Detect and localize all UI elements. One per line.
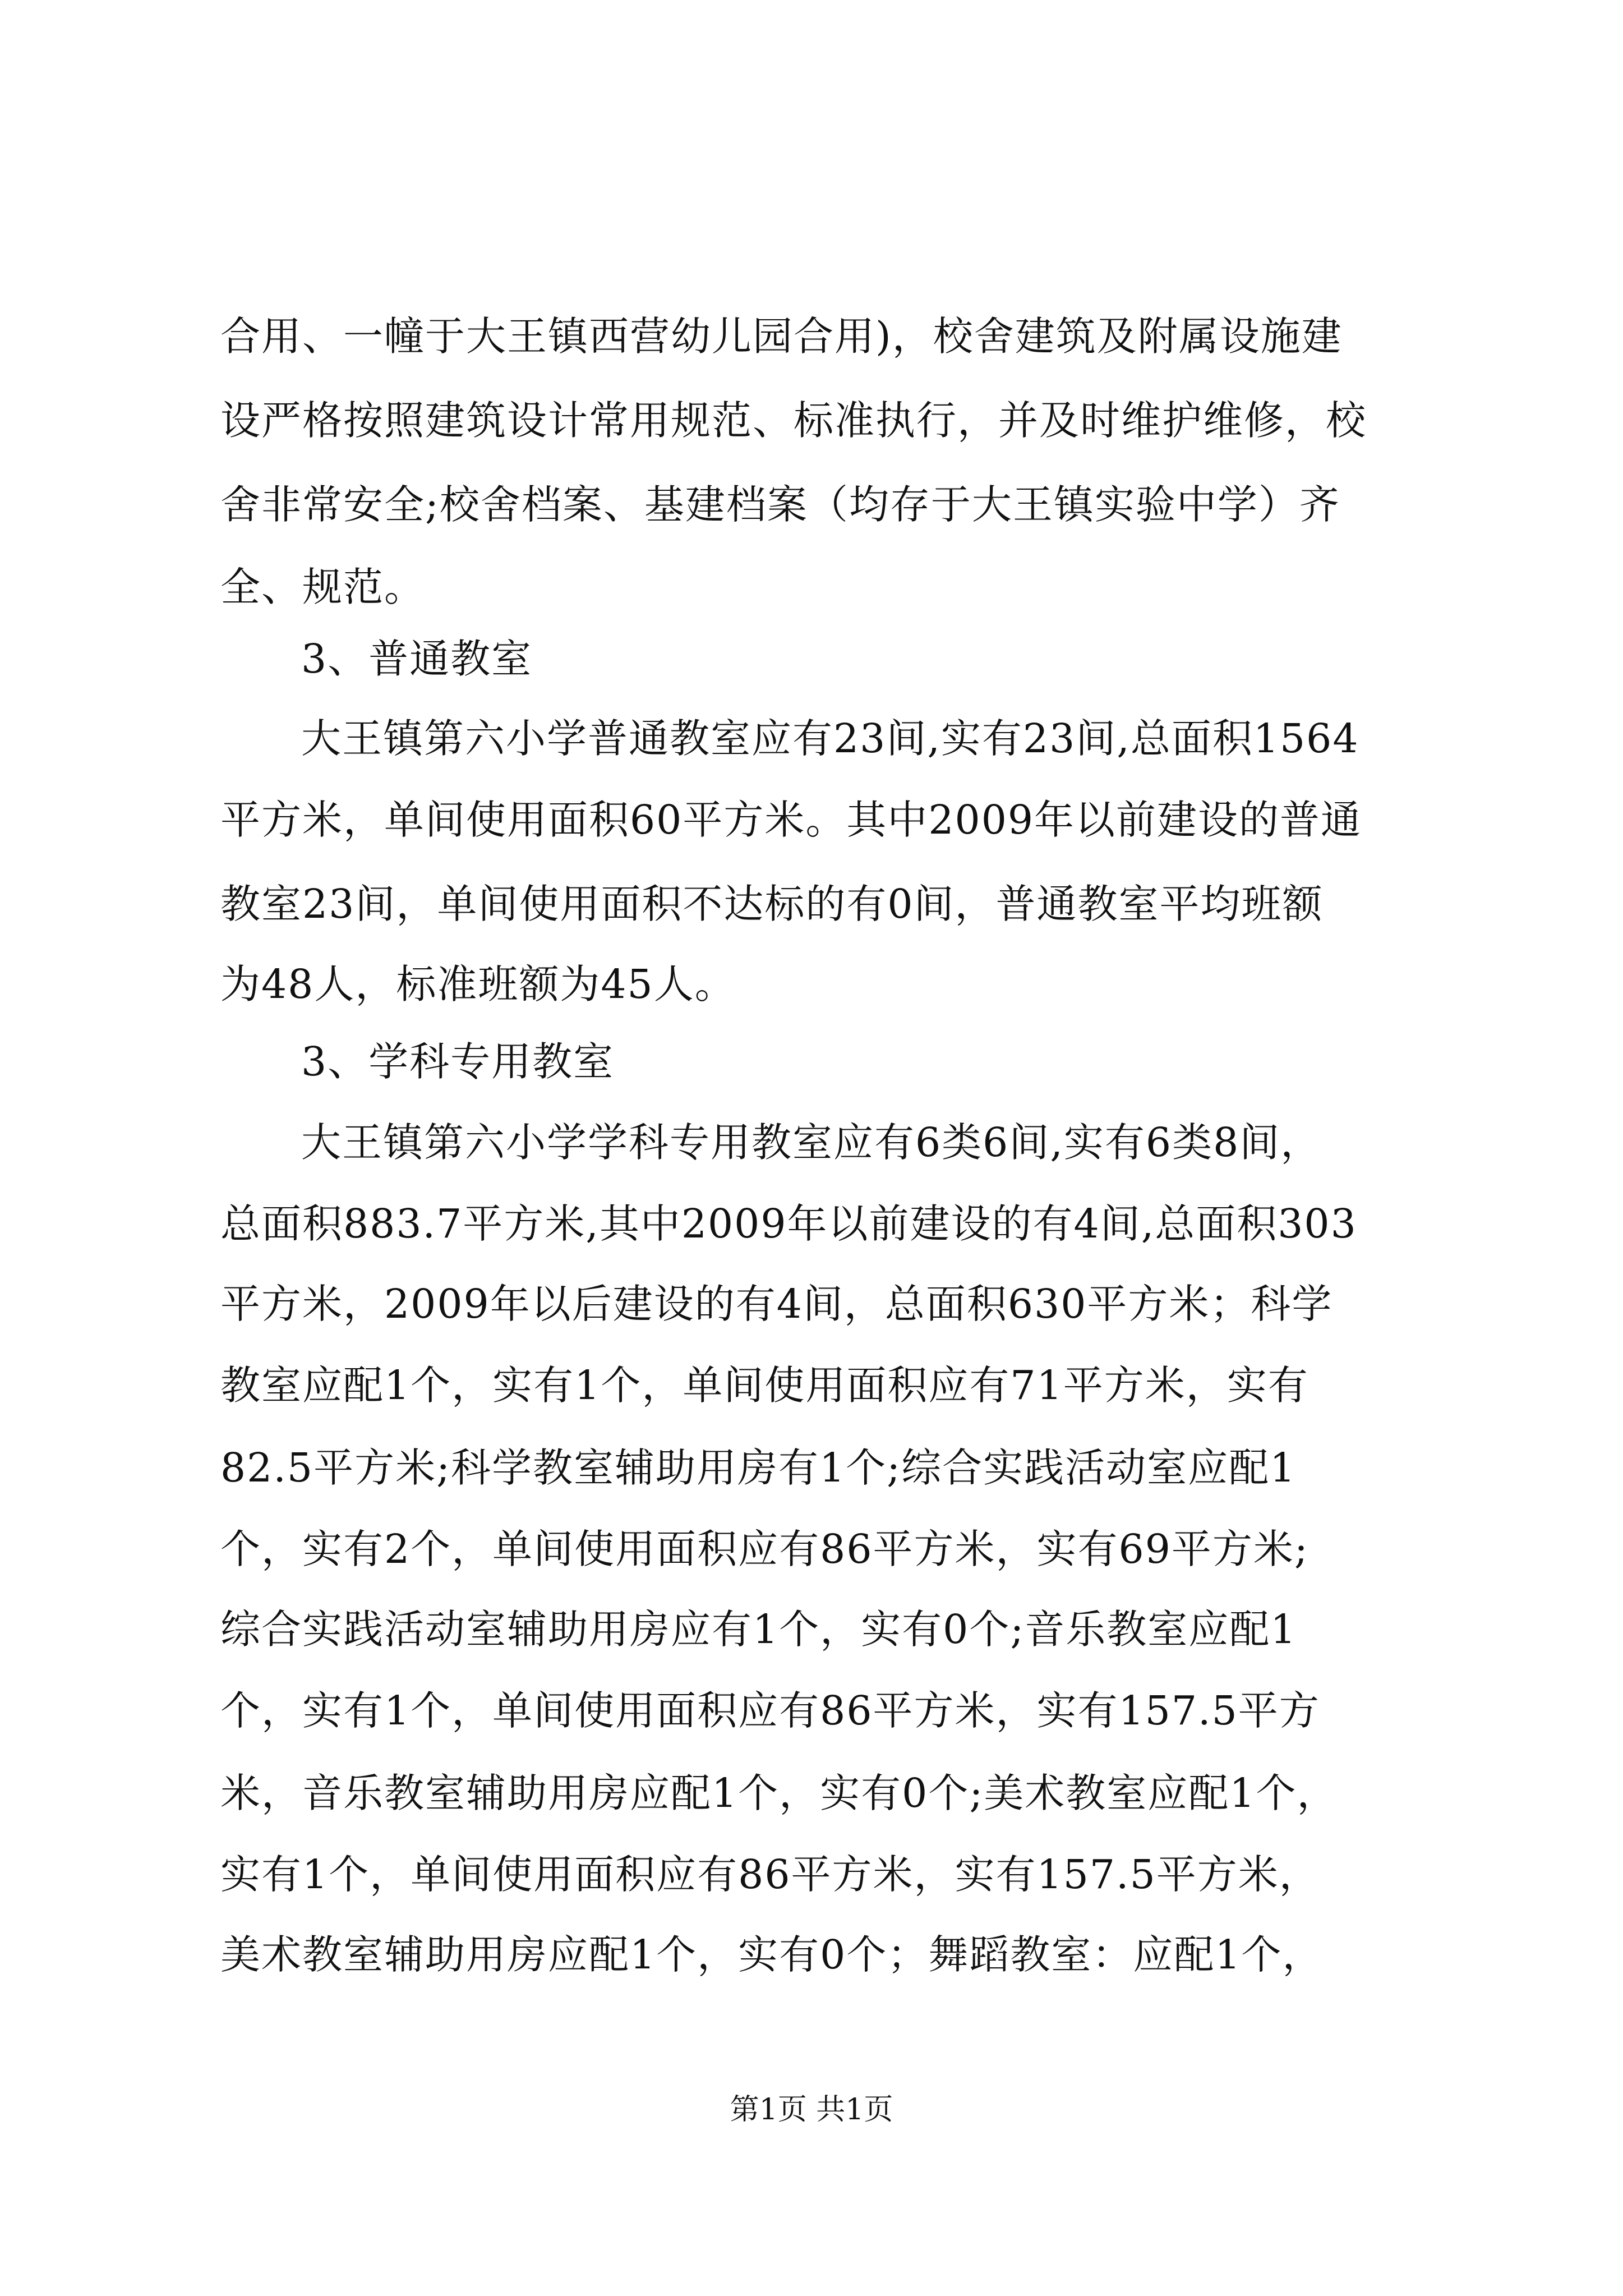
body-text-line: 综合实践活动室辅助用房应有1个，实有0个;音乐教室应配1	[220, 1606, 1297, 1653]
body-text-line: 舍非常安全;校舍档案、基建档案（均存于大王镇实验中学）齐	[220, 481, 1340, 528]
body-text-line: 美术教室辅助用房应配1个，实有0个；舞蹈教室：应配1个，	[220, 1931, 1324, 1978]
section-heading: 3、学科专用教室	[301, 1038, 615, 1085]
body-text-line: 为48人，标准班额为45人。	[220, 961, 736, 1007]
body-text-line: 教室23间，单间使用面积不达标的有0间，普通教室平均班额	[220, 881, 1324, 927]
section-heading: 3、普通教室	[301, 636, 533, 682]
body-text-line: 设严格按照建筑设计常用规范、标准执行，并及时维护维修，校	[220, 397, 1367, 444]
body-text-line: 大王镇第六小学学科专用教室应有6类6间,实有6类8间，	[301, 1119, 1322, 1166]
body-text-line: 全、规范。	[220, 564, 426, 610]
body-text-line: 合用、一幢于大王镇西营幼儿园合用)，校舍建筑及附属设施建	[220, 313, 1343, 360]
body-text-line: 平方米，2009年以后建设的有4间，总面积630平方米；科学	[220, 1281, 1333, 1327]
body-text-line: 82.5平方米;科学教室辅助用房有1个;综合实践活动室应配1	[220, 1444, 1297, 1491]
body-text-line: 实有1个，单间使用面积应有86平方米，实有157.5平方米，	[220, 1851, 1320, 1898]
body-text-line: 总面积883.7平方米,其中2009年以前建设的有4间,总面积303	[220, 1200, 1357, 1247]
body-text-line: 个，实有2个，单间使用面积应有86平方米，实有69平方米;	[220, 1526, 1309, 1572]
body-text-line: 个，实有1个，单间使用面积应有86平方米，实有157.5平方	[220, 1687, 1320, 1734]
body-text-line: 教室应配1个，实有1个，单间使用面积应有71平方米，实有	[220, 1362, 1309, 1409]
page-number-footer: 第1页 共1页	[730, 2093, 893, 2127]
body-text-line: 平方米，单间使用面积60平方米。其中2009年以前建设的普通	[220, 797, 1362, 843]
body-text-line: 大王镇第六小学普通教室应有23间,实有23间,总面积1564	[301, 715, 1359, 762]
body-text-line: 米，音乐教室辅助用房应配1个，实有0个;美术教室应配1个，	[220, 1770, 1338, 1816]
